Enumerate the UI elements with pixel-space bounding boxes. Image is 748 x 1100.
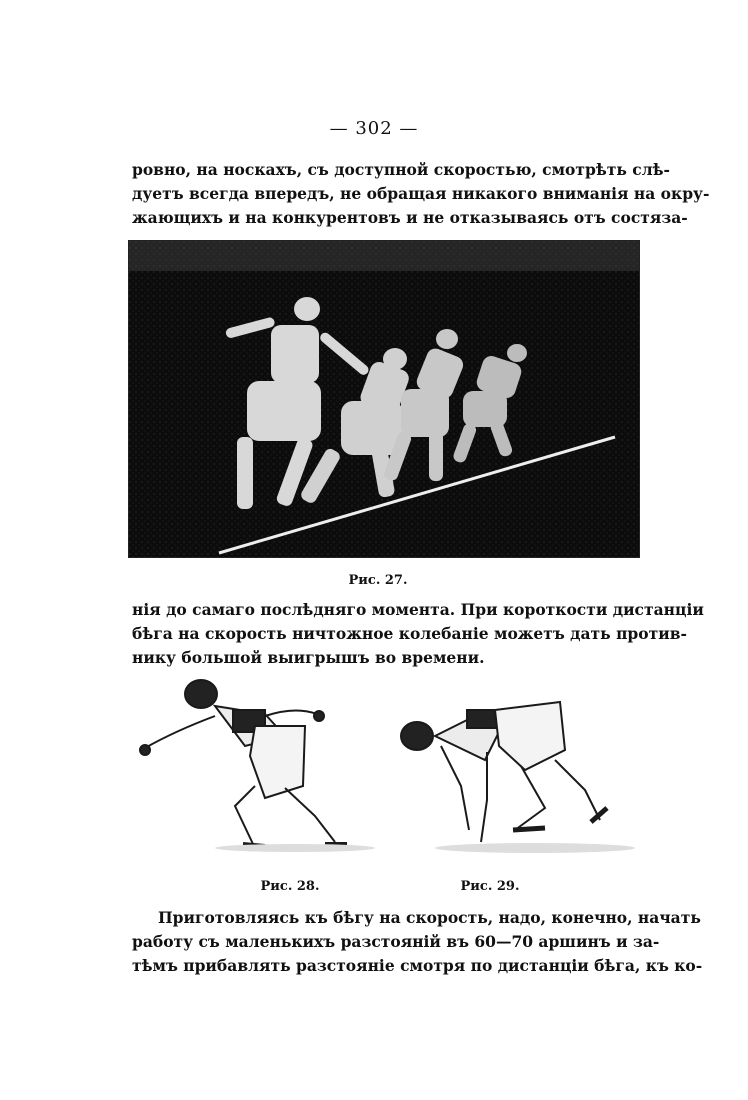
paragraph-3 xyxy=(132,906,703,978)
runner-start-position-illustration xyxy=(395,690,635,860)
figure-28-caption: Рис. 28. xyxy=(260,879,320,894)
page-number: — 302 — xyxy=(329,118,419,139)
figure-27-caption: Рис. 27. xyxy=(348,573,408,588)
paragraph-2 xyxy=(132,598,704,670)
figure-29-illustration xyxy=(395,690,635,860)
text-line: жающихъ и на конкурентовъ и не отказываясь отъ состяза- xyxy=(132,208,688,227)
text-line: бѣга на скорость ничтожное колебаніе можетъ дать против- xyxy=(132,624,687,643)
text-line: Приготовляясь къ бѣгу на скорость, надо, конечно, начать xyxy=(158,908,701,927)
figure-28-illustration xyxy=(135,676,375,856)
text-line: работу съ маленькихъ разстояній въ 60—70 аршинъ и за- xyxy=(132,932,660,951)
figure-29-caption: Рис. 29. xyxy=(460,879,520,894)
text-line: нія до самаго послѣдняго момента. При короткости дистанціи xyxy=(132,600,704,619)
figure-27-photo xyxy=(128,240,640,558)
text-line: ровно, на носкахъ, съ доступной скоростью, смотрѣть слѣ- xyxy=(132,160,670,179)
runner-crouch-illustration xyxy=(135,676,375,856)
text-line: дуетъ всегда впередъ, не обращая никакого вниманія на окру- xyxy=(132,184,710,203)
paragraph-1 xyxy=(132,158,710,230)
runners-start-illustration xyxy=(129,241,639,557)
text-line: нику большой выигрышъ во времени. xyxy=(132,648,485,667)
text-line: тѣмъ прибавлять разстояніе смотря по дистанціи бѣга, къ ко- xyxy=(132,956,703,975)
